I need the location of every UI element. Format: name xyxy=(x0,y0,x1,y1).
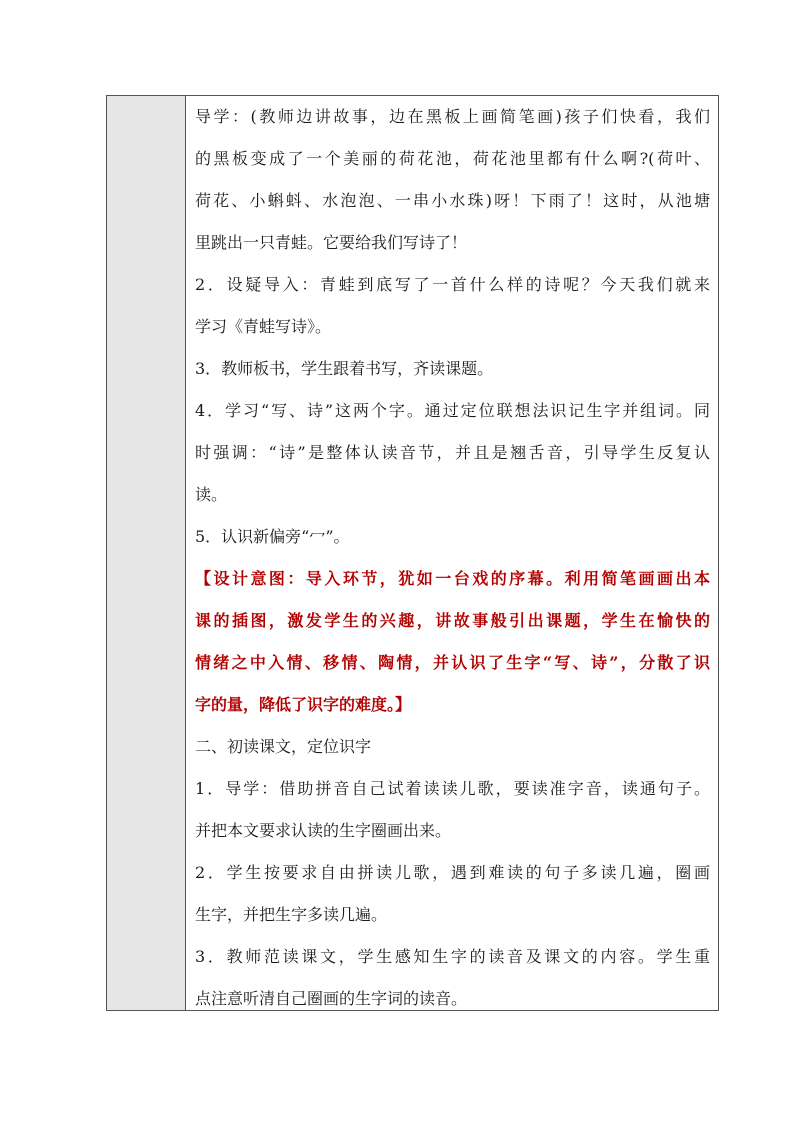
text-line: 生字，并把生字多读几遍。 xyxy=(195,905,388,924)
text-line: 2．设疑导入：青蛙到底写了一首什么样的诗呢？今天我们就来 xyxy=(195,275,710,294)
section-heading: 二、初读课文，定位识字 xyxy=(195,737,372,756)
text-line: 学习《青蛙写诗》。 xyxy=(195,317,332,336)
design-intent-line: 【设计意图：导入环节，犹如一台戏的序幕。利用简笔画画出本 xyxy=(195,569,710,588)
text-line: 荷花、小蝌蚪、水泡泡、一串小水珠)呀！下雨了！这时，从池塘 xyxy=(195,191,710,210)
text-line: 4．学习“写、诗”这两个字。通过定位联想法识记生字并组词。同 xyxy=(195,401,710,420)
text-line: 导学：(教师边讲故事，边在黑板上画简笔画)孩子们快看，我们 xyxy=(195,107,710,126)
design-intent-line: 字的量，降低了识字的难度。】 xyxy=(195,695,412,714)
text-line: 3．教师范读课文，学生感知生字的读音及课文的内容。学生重 xyxy=(195,947,710,966)
text-line: 点注意听清自己圈画的生字词的读音。 xyxy=(195,989,468,1008)
table-label-column xyxy=(107,96,186,1010)
design-intent-line: 情绪之中入情、移情、陶情，并认识了生字“写、诗”，分散了识 xyxy=(195,653,710,672)
text-line: 3．教师板书，学生跟着书写，齐读课题。 xyxy=(195,359,494,378)
text-line: 5．认识新偏旁“冖”。 xyxy=(195,527,350,546)
text-line: 里跳出一只青蛙。它要给我们写诗了！ xyxy=(195,233,468,252)
text-line: 读。 xyxy=(195,485,228,504)
table-content-column xyxy=(186,96,718,1010)
text-line: 时强调：“诗”是整体认读音节，并且是翘舌音，引导学生反复认 xyxy=(195,443,710,462)
text-line: 1．导学：借助拼音自己试着读读儿歌，要读准字音，读通句子。 xyxy=(195,779,710,798)
text-line: 的黑板变成了一个美丽的荷花池，荷花池里都有什么啊?(荷叶、 xyxy=(195,149,710,168)
lesson-plan-table xyxy=(106,95,719,1011)
text-line: 并把本文要求认读的生字圈画出来。 xyxy=(195,821,452,840)
text-line: 2．学生按要求自由拼读儿歌，遇到难读的句子多读几遍，圈画 xyxy=(195,863,710,882)
design-intent-line: 课的插图，激发学生的兴趣，讲故事般引出课题，学生在愉快的 xyxy=(195,611,710,630)
